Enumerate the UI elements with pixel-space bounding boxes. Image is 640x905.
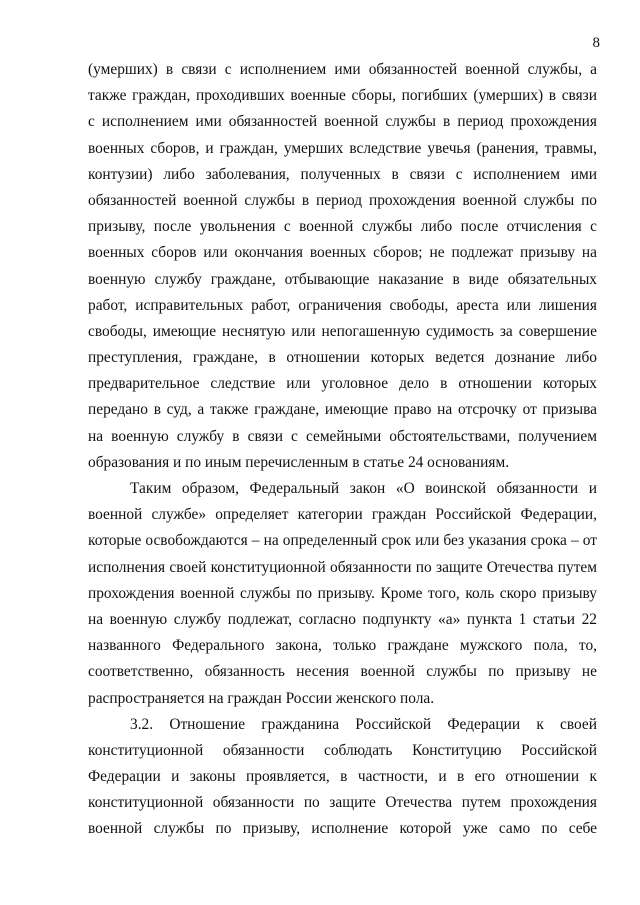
text-line: работ, исправительных работ, ограничения свободы, ареста или лишения [88, 296, 597, 314]
text-line: также граждан, проходивших военные сборы, погибших (умерших) в связи [88, 87, 597, 105]
text-line: которые освобождаются – на определенный срок или без указания срока – от [88, 532, 597, 550]
text-line: с исполнением ими обязанностей военной службы в период прохождения [88, 113, 597, 131]
text-line: преступления, граждане, в отношении которых ведется дознание либо [88, 349, 597, 367]
text-line: на военную службу подлежат, согласно подпункту «а» пункта 1 статьи 22 [88, 610, 597, 628]
text-line: военной службе» определяет категории граждан Российской Федерации, [88, 506, 597, 524]
text-line: прохождения военной службы по призыву. Кроме того, коль скоро призыву [88, 584, 597, 602]
document-body [88, 57, 597, 843]
text-line: исполнения своей конституционной обязанности по защите Отечества путем [88, 558, 597, 576]
text-line: образования и по иным перечисленным в статье 24 основаниям. [88, 453, 510, 471]
text-line: распространяется на граждан России женского пола. [88, 689, 435, 707]
text-line: (умерших) в связи с исполнением ими обязанностей военной службы, а [88, 61, 597, 78]
text-line: военную службу граждане, отбывающие наказание в виде обязательных [88, 270, 597, 288]
text-line: Таким образом, Федеральный закон «О воинской обязанности и [130, 480, 597, 497]
text-line: конституционной обязанности по защите Отечества путем прохождения [88, 794, 597, 812]
text-line: контузии) либо заболевания, полученных в связи с исполнением ими [88, 165, 597, 183]
text-line: обязанностей военной службы в период прохождения военной службы по [88, 191, 597, 209]
text-line: 3.2. Отношение гражданина Российской Федерации к своей [130, 715, 597, 733]
text-line: свободы, имеющие неснятую или непогашенную судимость за совершение [88, 322, 597, 340]
paragraph-3 [88, 712, 597, 843]
text-line: призыву, после увольнения с военной службы либо после отчисления с [88, 218, 597, 236]
page-number: 8 [592, 35, 600, 51]
text-line: на военную службу в связи с семейными обстоятельствами, получением [88, 427, 597, 445]
text-line: конституционной обязанности соблюдать Конституцию Российской [88, 741, 597, 759]
text-line: военной службы по призыву, исполнение которой уже само по себе [88, 820, 597, 838]
text-line: предварительное следствие или уголовное дело в отношении которых [88, 375, 597, 393]
paragraph-2 [88, 476, 597, 712]
text-line: Федерации и законы проявляется, в частности, и в его отношении к [88, 768, 597, 786]
text-line: военных сборов или окончания военных сборов; не подлежат призыву на [88, 244, 597, 262]
text-line: соответственно, обязанность несения военной службы по призыву не [88, 663, 597, 681]
text-line: названного Федерального закона, только граждане мужского пола, то, [88, 637, 597, 655]
text-line: военных сборов, и граждан, умерших вследствие увечья (ранения, травмы, [88, 139, 597, 157]
paragraph-1 [88, 57, 597, 476]
text-line: передано в суд, а также граждане, имеющие право на отсрочку от призыва [88, 401, 597, 419]
